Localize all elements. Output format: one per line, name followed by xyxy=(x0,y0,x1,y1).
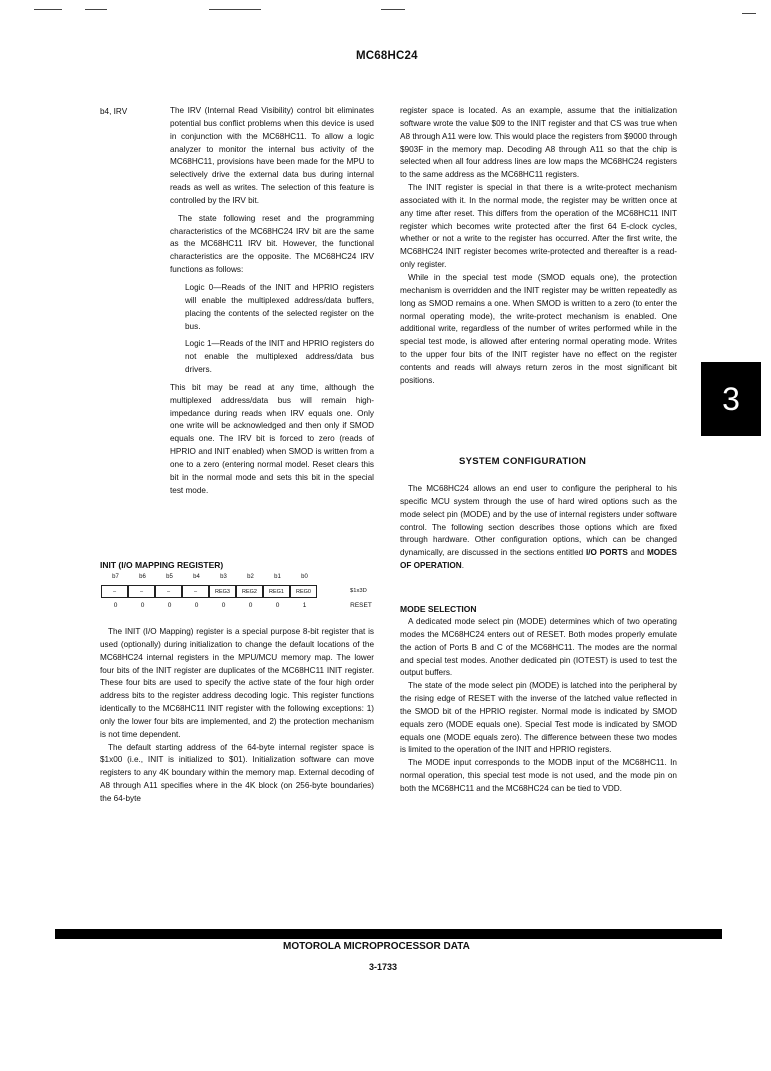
register-cell: REG0 xyxy=(290,585,317,598)
system-paragraph-1: The MC68HC24 allows an end user to configure the peripheral to his specific MCU system through the use of hard wired options such as the mode select pin (MODE) and by the use of internal registers under software control. The following section describes those options which are fixed through hardware. Other configuration options, which can be changed dynamically, are discussed in the sections entitled I/O PORTS and MODES OF OPERATION. xyxy=(400,484,677,571)
register-cell: – xyxy=(128,585,155,598)
irv-paragraph-3: This bit may be read at any time, although the multiplexed address/data bus will remain high-impedance during reads when IRV equals one. Only one write will be acknowledged and then only if SMOD equals one. The IRV bit is forced to zero (reads of HPRIO and INIT enabled) when SMOD is written from a one to a zero (entering normal model. Reset clears this bit in the normal mode and sets this bit in the special test mode. xyxy=(170,382,374,495)
system-configuration-text xyxy=(400,483,677,573)
init-register-diagram xyxy=(101,585,317,598)
irv-description xyxy=(170,105,374,497)
scan-mark xyxy=(209,9,261,10)
system-paragraph-text: The MC68HC24 allows an end user to configure the peripheral to his specific MCU system through the use of hard wired options such as the mode select pin (MODE) and by the use of internal registers under software control. The following section describes those options which are fixed through hardware. Other configuration options, which can be changed dynamically, are discussed in the sections entitled xyxy=(400,484,677,558)
init-register-heading: INIT (I/O MAPPING REGISTER) xyxy=(100,560,224,570)
irv-paragraph-2: The state following reset and the programming characteristics of the MC68HC24 IRV bit are the same as the MC68HC11 IRV bit. However, the functional characteristics are the opposite. The MC68HC24 IRV functions as follows: xyxy=(170,213,374,275)
init-description xyxy=(100,626,374,806)
bit-label: b1 xyxy=(274,574,281,580)
init-paragraph-2: The default starting address of the 64-byte internal register space is $1x00 (i.e., INIT is initialized to $01). Initialization software can move registers to any 4K boundary within the memory map. External decoding of A8 through A11 specifies where in the 4K block (on 256-byte boundaries) the 64-byte xyxy=(100,742,374,803)
right-column-init xyxy=(400,105,677,388)
register-cell: – xyxy=(101,585,128,598)
irv-logic0: Logic 0—Reads of the INIT and HPRIO registers will enable the multiplexed address/data buffers, placing the contents of the selected register on the bus. xyxy=(185,282,374,331)
right-paragraph-2: The INIT register is special in that there is a write-protect mechanism associated with it. In the normal mode, the register may be written once at any time after reset. This differs from the operation of the MC68HC11 INIT register which becomes write protected after the first 64 E-clock cycles, whether or not a write to the register has occurred. After the first write, the MC68HC24 INIT register becomes write-protected and thereafter is a read-only register. xyxy=(400,183,677,270)
register-cell: – xyxy=(155,585,182,598)
mode-paragraph-1: A dedicated mode select pin (MODE) determines which of two operating modes the MC68HC24 enters out of RESET. Both modes properly emulate the action of Ports B and C of the MC68HC11. The modes are the normal and special test modes. Another dedicated pin (IOTEST) is used to test the output buffers. xyxy=(400,617,677,678)
init-paragraph-1: The INIT (I/O Mapping) register is a special purpose 8-bit register that is used (optionally) during initialization to change the default locations of the MC68HC24 internal registers in the MPU/MCU memory map. The lower four bits of the INIT register are duplicates of the MC68HC11 INIT register. These four bits are used to specify the active state of the four high order address bits to the register address decoding logic. This register functions identically to the MC68HC11 INIT register with the following exceptions: 1) only the lower four bits are implemented, and 2) the protection mechanism is not time dependent. xyxy=(100,627,374,739)
modes-ref: MODES OF OPERATION xyxy=(400,548,677,571)
reset-value: 0 xyxy=(248,602,253,609)
scan-mark xyxy=(85,9,107,10)
reset-value: 0 xyxy=(113,602,118,609)
mode-selection-text xyxy=(400,616,677,796)
right-paragraph-1: register space is located. As an example, assume that the initialization software wrote the value $09 to the INIT register and that CS was true when A8 through A11 were low. This would place the registers from $9000 through $903F in the memory map. Decoding A8 through A11 so that the chip is selected when all four address lines are low maps the MC68HC24 registers to the same address as the MC68HC11 registers. xyxy=(400,106,677,180)
register-cell: REG2 xyxy=(236,585,263,598)
bit-label: b3 xyxy=(220,574,227,580)
reset-value: 0 xyxy=(194,602,199,609)
reset-value: 0 xyxy=(167,602,172,609)
and-word: and xyxy=(630,548,645,558)
bit-label: b5 xyxy=(166,574,173,580)
mode-paragraph-3: The MODE input corresponds to the MODB input of the MC68HC11. In normal operation, this special test mode is not used, and the mode pin on both the MC68HC11 and the MC68HC24 can be tied to VDD. xyxy=(400,758,677,793)
io-ports-ref: I/O PORTS xyxy=(585,548,628,558)
register-cell: – xyxy=(182,585,209,598)
reset-value: 0 xyxy=(221,602,226,609)
register-cell: REG3 xyxy=(209,585,236,598)
scan-mark xyxy=(34,9,62,10)
register-address: $1x3D xyxy=(350,588,367,594)
bit-label: b7 xyxy=(112,574,119,580)
reset-value: 0 xyxy=(275,602,280,609)
page-header-title: MC68HC24 xyxy=(356,50,418,62)
reset-label: RESET xyxy=(350,602,372,609)
bit-label: b4 xyxy=(193,574,200,580)
footer-title: MOTOROLA MICROPROCESSOR DATA xyxy=(283,941,470,952)
bit-label: b2 xyxy=(247,574,254,580)
scan-mark xyxy=(381,9,405,10)
section-tab-marker: 3 xyxy=(701,362,761,436)
system-configuration-heading: SYSTEM CONFIGURATION xyxy=(459,456,587,467)
footer-rule xyxy=(55,929,722,939)
bit-label-b4-irv: b4, IRV xyxy=(100,107,128,116)
mode-selection-heading: MODE SELECTION xyxy=(400,604,477,614)
register-cell: REG1 xyxy=(263,585,290,598)
mode-paragraph-2: The state of the mode select pin (MODE) is latched into the peripheral by the rising edge of RESET with the inverse of the latched value reflected in the SMOD bit of the HPRIO register. Normal mode is indicated by SMOD equals zero (MODE equals one). Special Test mode is indicated by SMOD equals one (MODE equals zero). The difference between these two modes is limited to the operation of the INIT and HPRIO registers. xyxy=(400,681,677,755)
irv-paragraph-1: The IRV (Internal Read Visibility) control bit eliminates potential bus conflict problems when this device is used in conjunction with the MC68HC11. To allow a logic analyzer to monitor the internal bus activity of the MC68HC11, provisions have been made for the MPU to selectively drive the external data bus during internal reads as well as writes. The selection of this feature is controlled by the IRV bit. xyxy=(170,106,374,205)
right-paragraph-3: While in the special test mode (SMOD equals one), the protection mechanism is overridden and the INIT register may be written repeatedly as long as SMOD remains a one. When SMOD is written to a zero (to enter the normal operating mode), the write-protect mechanism is enabled. One additional write, regardless of the number of writes performed while in the special test mode, is allowed after entering normal operating mode. Writes to the upper four bits of the INIT register have no effect on the register contents and reads will always return zeros in the most significant bit positions. xyxy=(400,272,677,385)
scan-mark xyxy=(742,13,756,14)
reset-value: 1 xyxy=(302,602,307,609)
reset-value: 0 xyxy=(140,602,145,609)
irv-logic1: Logic 1—Reads of the INIT and HPRIO registers do not enable the multiplexed address/data bus drivers. xyxy=(185,339,374,375)
page-number: 3-1733 xyxy=(369,962,398,972)
bit-label: b0 xyxy=(301,574,308,580)
bit-label: b6 xyxy=(139,574,146,580)
